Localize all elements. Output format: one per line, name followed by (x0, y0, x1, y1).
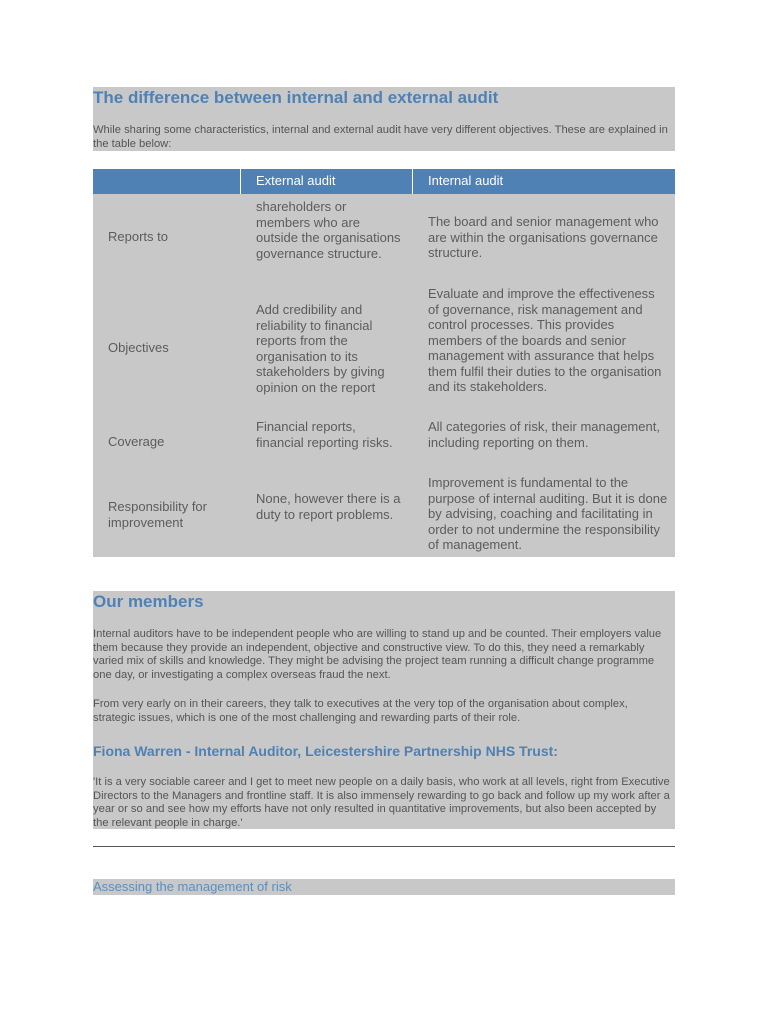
row-label-coverage: Coverage (108, 434, 165, 449)
members-paragraph-1: Internal auditors have to be independent people who are willing to stand up and be counted. Their employers value them because they provide an independent, objective and constructive view. To do this, they need a remarkably varied mix of skills and knowledge. They might be advising the project team running a difficult change programme one day, or investigating a complex overseas fraud the next. (93, 628, 662, 681)
assessing-risk-link[interactable]: Assessing the management of risk (93, 879, 292, 894)
cell-internal-coverage: All categories of risk, their management, including reporting on them. (428, 419, 660, 450)
comparison-table (93, 169, 675, 557)
cell-external-reports-to: shareholders or members who are outside the organisations governance structure. (256, 199, 401, 261)
cell-internal-objectives: Evaluate and improve the effectiveness of governance, risk management and control processes. This provides members of the boards and senior management with assurance that helps them fulfil their duties to the organisation and its stakeholders. (428, 286, 662, 394)
row-label-reports-to: Reports to (108, 229, 168, 244)
quote-heading: Fiona Warren - Internal Auditor, Leicestershire Partnership NHS Trust: (93, 743, 558, 759)
intro-section (93, 87, 675, 151)
cell-internal-reports-to: The board and senior management who are within the organisations governance structure. (428, 214, 659, 260)
members-section (93, 591, 675, 829)
quote-text: 'It is a very sociable career and I get to meet new people on a daily basis, who work at all levels, right from Executive Directors to the Managers and frontline staff. It is also immensely rewarding to go back and follow up my work after a year or so and see how my efforts have not only resulted in quantitative improvements, but also been accepted by the relevant people in charge.' (93, 776, 670, 829)
cell-internal-responsibility: Improvement is fundamental to the purpose of internal auditing. But it is done by advising, coaching and facilitating in order to not undermine the responsibility of management. (428, 475, 668, 552)
table-header-row (93, 169, 675, 194)
intro-text: While sharing some characteristics, internal and external audit have very different objectives. These are explained in the table below: (93, 124, 668, 150)
row-label-objectives: Objectives (108, 340, 169, 355)
table-header-external: External audit (241, 169, 413, 194)
members-paragraph-2: From very early on in their careers, they talk to executives at the very top of the organisation about complex, strategic issues, which is one of the most challenging and rewarding parts of their role. (93, 698, 628, 724)
cell-external-responsibility: None, however there is a duty to report problems. (256, 491, 401, 522)
cell-external-coverage: Financial reports, financial reporting risks. (256, 419, 393, 450)
members-title: Our members (93, 592, 204, 611)
intro-title: The difference between internal and external audit (93, 88, 499, 107)
risk-link-bar (93, 879, 675, 895)
row-label-responsibility: Responsibility for improvement (108, 499, 207, 530)
table-header-empty (93, 169, 241, 194)
divider (93, 846, 675, 847)
table-header-internal: Internal audit (428, 173, 504, 188)
cell-external-objectives: Add credibility and reliability to financial reports from the organisation to its stakeholders by giving opinion on the report (256, 302, 385, 395)
